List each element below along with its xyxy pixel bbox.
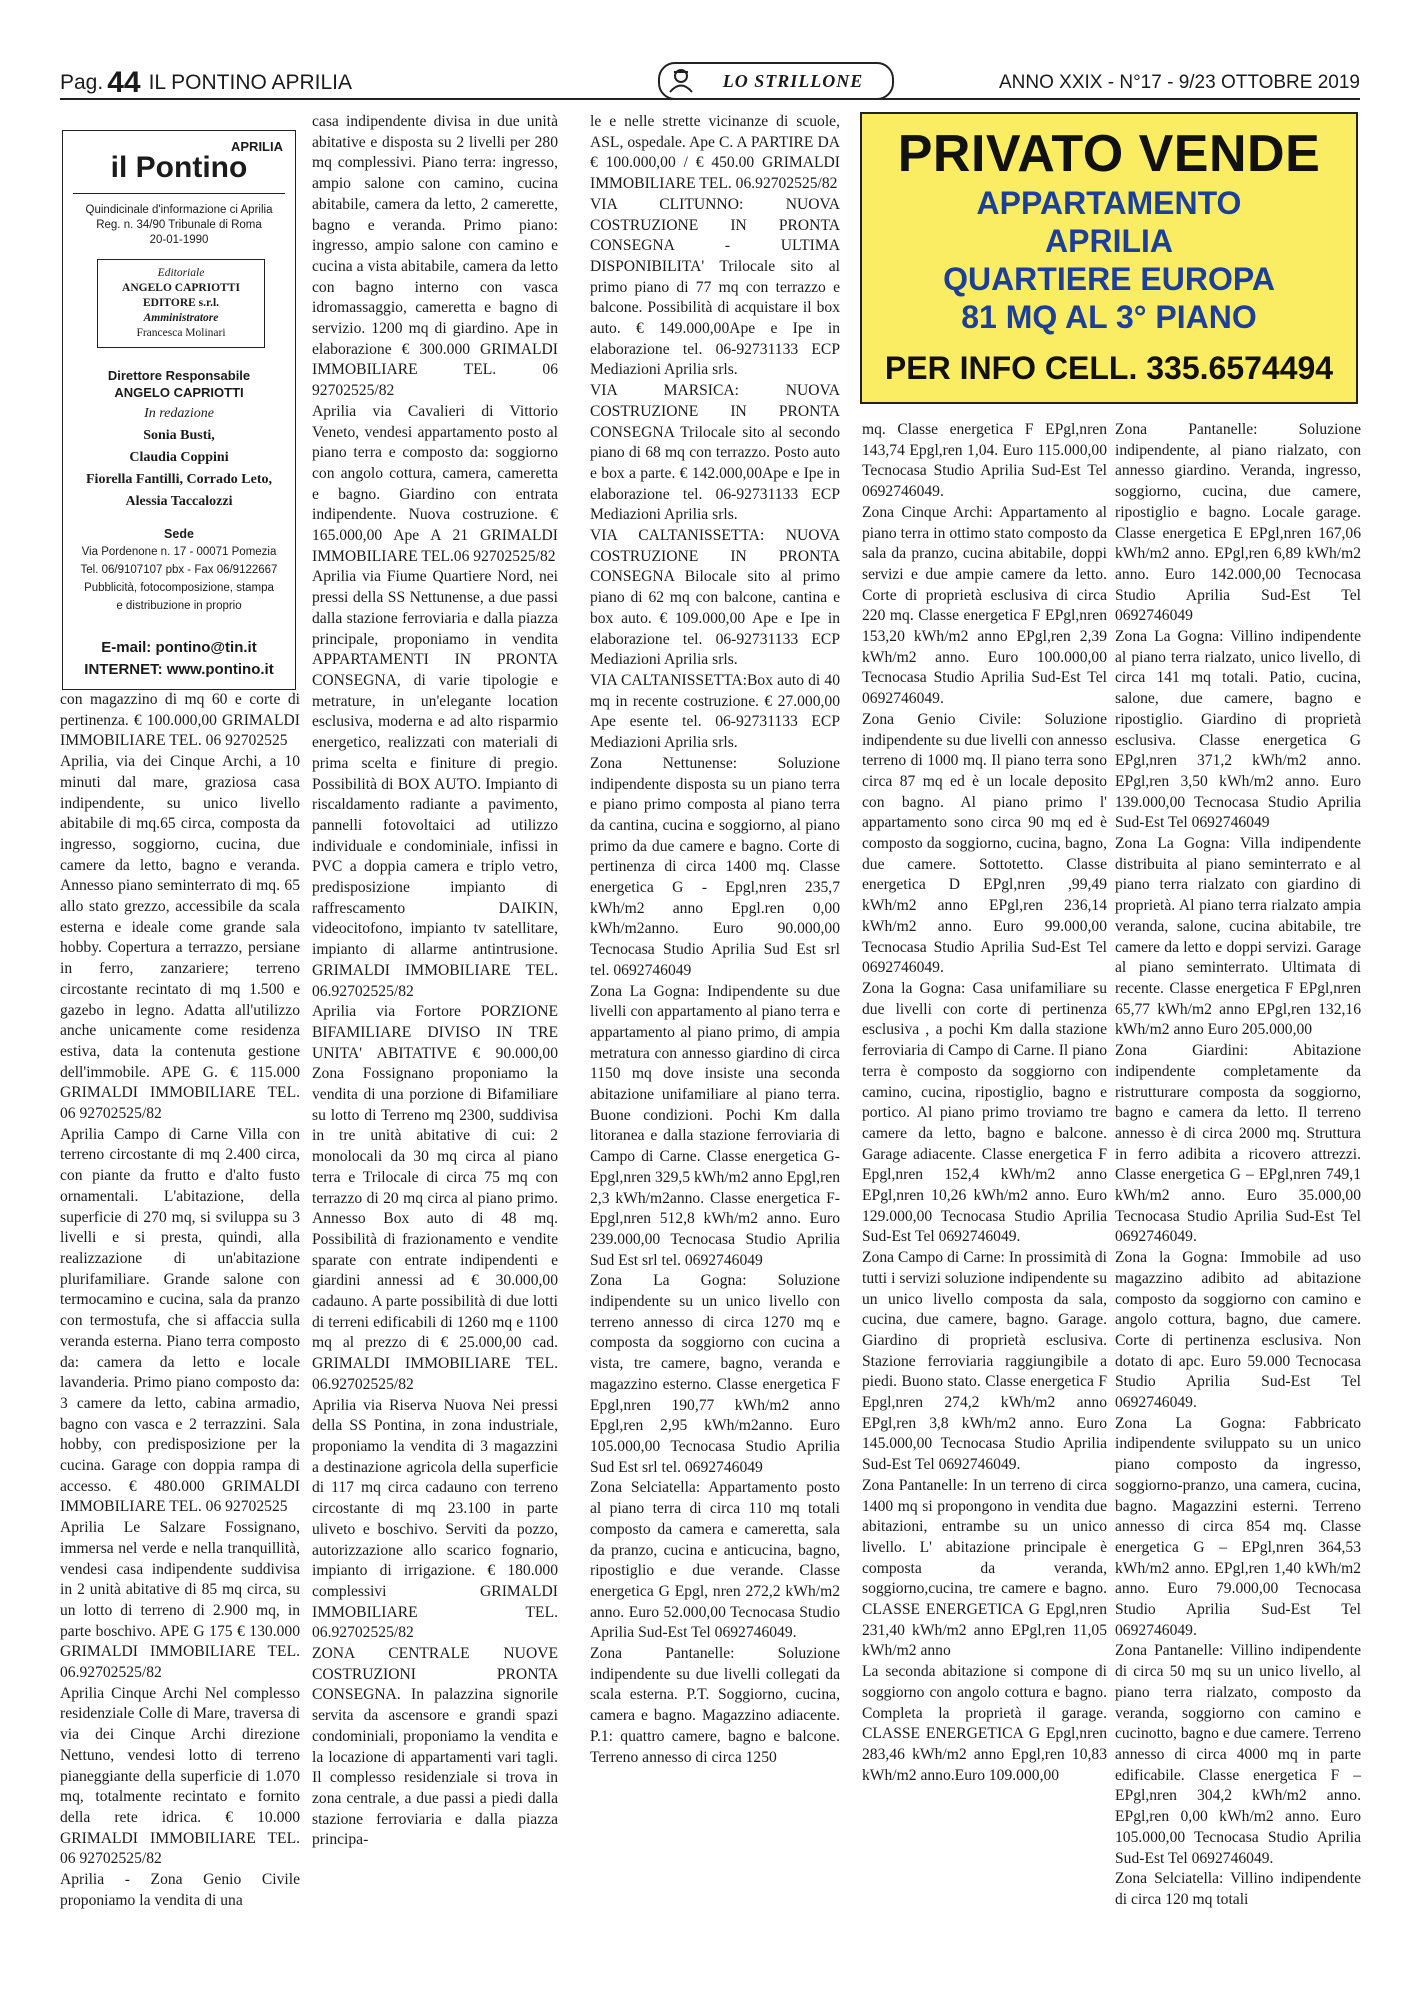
ad-details (862, 184, 1356, 336)
staff-1: Sonia Busti, (143, 428, 215, 443)
listing: Aprilia Le Salzare Fossignano, immersa nel verde e nella tranquillità, vendesi casa indipendente suddivisa in 2 unità abitative di 85 mq circa, su un lotto di terreno di 2.900 mq, in parte boschivo. APE G 175 € 130.000 GRIMALDI IMMOBILIARE TEL. 06.92702525/82 (60, 1519, 300, 1682)
listing: Zona La Gogna: Villa indipendente distribuita al piano seminterrato e al piano terra rialzato con giardino di proprietà. Al piano terra rialzato ampia veranda, salone, cucina abitabile, tre camere da letto e doppi servizi. Garage al piano seminterrato. Ultimata di recente. Classe energetica F EPgl,nren 65,77 kWh/m2 anno EPgl,ren 132,16 kWh/m2 anno Euro 205.000,00 (1115, 835, 1361, 1039)
private-sale-ad (860, 112, 1358, 404)
masthead-city: APRILIA (231, 139, 283, 154)
strillone-logo (658, 62, 894, 100)
listing: VIA CALTANISSETTA: NUOVA COSTRUZIONE IN PRONTA CONSEGNA Bilocale sito al primo piano di 62 mq con balcone, cantina e box auto. € 109.000,00 Ape e Ipe in elaborazione tel. 06-92731133 ECP Mediazioni Aprilia srls. (590, 527, 840, 669)
director-block (63, 367, 295, 401)
email: E-mail: pontino@tin.it (101, 639, 257, 656)
listing: Zona Pantanelle: Soluzione indipendente, al piano rialzato, con annesso giardino. Veranda, ingresso, soggiorno, cucina, due camere, ripostiglio e bagno. Locale garage. Classe energetica E EPgl,nren 167,06 kWh/m2 anno. EPgl,ren 6,89 kWh/m2 anno. Euro 142.000,00 Tecnocasa Studio Aprilia Sud-Est Tel 0692746049 (1115, 421, 1361, 625)
listing: VIA CLITUNNO: NUOVA COSTRUZIONE IN PRONTA CONSEGNA - ULTIMA DISPONIBILITA' Trilocale sito al primo piano di 77 mq con terrazzo e balcone. Possibilità di acquistare il box auto. € 149.000,00Ape e Ipe in elaborazione tel. 06-92731133 ECP Mediazioni Aprilia srls. (590, 195, 840, 379)
listing: VIA CALTANISSETTA:Box auto di 40 mq in recente costruzione. € 27.000,00 Ape esente tel. 06-92731133 ECP Mediazioni Aprilia srls. (590, 671, 840, 752)
director-label: Direttore Responsabile (107, 368, 251, 383)
masthead-desc-2: Reg. n. 34/90 Tribunale di Roma (96, 219, 262, 231)
listing: casa indipendente divisa in due unità abitative e disposta su 2 livelli per 280 mq complessivi. Piano terra: ingresso, ampio salone con camino, cucina abitabile, camera da letto, 2 camerette, bagno e veranda. Primo piano: ingresso, ampio salone con camino e cucina a vista abitabile, camera da letto con bagno interno con vasca idromassaggio, cameretta e bagno di servizio. 1200 mq di giardino. Ape in elaborazione € 300.000 GRIMALDI IMMOBILIARE TEL. 06 92702525/82 (312, 113, 558, 400)
sede-label: Sede (164, 527, 194, 541)
masthead-desc-1: Quindicinale d'informazione ci Aprilia (85, 204, 273, 216)
ad-line-apartment: APPARTAMENTO (976, 185, 1242, 221)
page-label: Pag. (60, 71, 104, 94)
listing: Zona Selciatella: Appartamento posto al piano terra di circa 110 mq totali composto da camera e cameretta, sala da pranzo, cucina e anticucina, bagno, ripostiglio e due verande. Classe energetica G Epgl, nren 272,2 kWh/m2 anno. Euro 52.000,00 Tecnocasa Studio Aprilia Sud-Est Tel 0692746049. (590, 1479, 840, 1642)
services-1: Pubblicità, fotocomposizione, stampa (84, 582, 274, 594)
ad-headline: PRIVATO VENDE (897, 125, 1321, 183)
listing: Zona la Gogna: Casa unifamiliare su due livelli con corte di pertinenza esclusiva , a pochi Km dalla stazione ferroviaria di Campo di Carne. Il piano terra è composto da soggiorno con camino, cucina, ripostiglio, bagno e portico. Al piano primo troviamo tre camere da letto, bagno e balcone. Garage adiacente. Classe energetica F Epgl,nren 152,4 kWh/m2 anno EPgl,nren 10,26 kWh/m2 anno. Euro 129.000,00 Tecnocasa Studio Aprilia Sud-Est Tel 0692746049. (862, 979, 1107, 1246)
publisher-box (97, 259, 265, 348)
director-name: ANGELO CAPRIOTTI (114, 385, 244, 400)
services-2: e distribuzione in proprio (116, 600, 242, 612)
sede-block (63, 525, 295, 615)
listing: Aprilia via Fiume Quartiere Nord, nei pressi della SS Nettunense, a due passi dalla stazione ferroviaria e dalla piazza principale, proponiamo in vendita APPARTAMENTI IN PRONTA CONSEGNA, di varie tipologie e metrature, in un'elegante location esclusiva, moderna e ad alto risparmio energetico, realizzati con materiali di prima scelta e finiture di pregio. Possibilità di BOX AUTO. Impianto di riscaldamento radiante a pavimento, pannelli fotovoltaici ad utilizzo individuale e condominiale, infissi in PVC a doppia camera e triplo vetro, predisposizione impianto di raffrescamento DAIKIN, videocitofono, impianto tv satellitare, impianto di allarme antintrusione. GRIMALDI IMMOBILIARE TEL. 06.92702525/82 (312, 568, 558, 1000)
staff-2: Claudia Coppini (129, 450, 229, 465)
listing: mq. Classe energetica F EPgl,nren 143,74 Epgl,ren 1,04. Euro 115.000,00 Tecnocasa Studio Aprilia Sud-Est Tel 0692746049. (862, 421, 1107, 501)
listing: Aprilia, via dei Cinque Archi, a 10 minuti dal mare, graziosa casa indipendente, su unico livello abitabile di mq.65 circa, composta da ingresso, soggiorno, cucina, due camere da letto, bagno e veranda. Annesso piano seminterrato di mq. 65 allo stato grezzo, accessibile da scala esterna e ideale come grande sala hobby. Copertura a terrazzo, persiane in ferro, zanzariere; terreno circostante recintato di mq 1.500 e gazebo in legno. Adatta all'utilizzo anche unicamente come residenza estiva, data la contenuta gestione dell'immobile. APE G. € 115.000 GRIMALDI IMMOBILIARE TEL. 06 92702525/82 (60, 753, 300, 1123)
staff-3: Fiorella Fantilli, Corrado Leto, (86, 472, 272, 487)
masthead-title: il Pontino (110, 151, 248, 184)
listing: Aprilia via Cavalieri di Vittorio Veneto, vendesi appartamento posto al piano terra e composto da: soggiorno con angolo cottura, camera, cameretta e bagno. Giardino con entrata indipendente. Nuova costruzione. € 165.000,00 Ape A 21 GRIMALDI IMMOBILIARE TEL.06 92702525/82 (312, 402, 558, 565)
ad-line-quarter: QUARTIERE EUROPA (943, 261, 1275, 297)
listing: Zona Pantanelle: Villino indipendente di circa 50 mq su un unico livello, al piano terra rialzato, composto da veranda, soggiorno con camino e cucinotto, bagno e due camere. Terreno annesso di circa 4000 mq in parte edificabile. Classe energetica F – EPgl,nren 304,2 kWh/m2 anno. EPgl,ren 0,00 kWh/m2 anno. Euro 105.000,00 Tecnocasa Studio Aprilia Sud-Est Tel 0692746049. (1115, 1642, 1361, 1867)
column-3 (590, 112, 840, 1768)
masthead-desc-3: 20-01-1990 (149, 234, 209, 246)
ad-line-city: APRILIA (1045, 223, 1173, 259)
masthead-description (63, 203, 295, 248)
address: Via Pordenone n. 17 - 00071 Pomezia (81, 546, 277, 558)
listing: le e nelle strette vicinanze di scuole, ASL, ospedale. Ape C. A PARTIRE DA € 100.000,00 / € 450.00 GRIMALDI IMMOBILIARE TEL. 06.92702525/82 (590, 113, 840, 193)
listing: Zona La Gogna: Soluzione indipendente su un unico livello con terreno annesso di circa 1270 mq e composta da soggiorno con cucina a vista, tre camere, bagno, veranda e magazzino esterno. Classe energetica F Epgl,nren 190,77 kWh/m2 anno Epgl,ren 2,95 kWh/m2anno. Euro 105.000,00 Tecnocasa Studio Aprilia Sud Est srl tel. 0692746049 (590, 1272, 840, 1476)
phone: Tel. 06/9107107 pbx - Fax 06/9122667 (80, 564, 278, 576)
page-number: 44 (107, 66, 141, 99)
listing: Zona Nettunense: Soluzione indipendente disposta su un piano terra e piano primo composta al piano terra da cantina, cucina e soggiorno, al piano primo da due camere e bagno. Corte di pertinenza di circa 1400 mq. Classe energetica G - Epgl,nren 235,7 kWh/m2 anno Epgl.ren 0,00 kWh/m2anno. Euro 90.000,00 Tecnocasa Studio Aprilia Sud Est srl tel. 0692746049 (590, 754, 840, 979)
listing: Zona la Gogna: Immobile ad uso magazzino adibito ad abitazione composto da soggiorno con camino e angolo cottura, bagno, due camere. Corte di pertinenza esclusiva. Non dotato di apc. Euro 59.000 Tecnocasa Studio Aprilia Sud-Est Tel 0692746049. (1115, 1249, 1361, 1412)
website: INTERNET: www.pontino.it (84, 661, 274, 678)
column-5 (1115, 420, 1361, 1911)
header-left (60, 66, 352, 100)
ad-line-size: 81 MQ AL 3° PIANO (961, 299, 1257, 335)
listing: Zona Pantanelle: Soluzione indipendente su due livelli collegati da scala esterna. P.T. Soggiorno, cucina, camera e bagno. Magazzino adiacente. P.1: quattro camere, bagno e balcone. Terreno annesso di circa 1250 (590, 1645, 840, 1766)
listing: Aprilia Cinque Archi Nel complesso residenziale Colle di Mare, traversa di via dei Cinque Archi direzione Nettuno, vendesi lotto di terreno pianeggiante della superficie di 1.070 mq, totalmente recintato e fornito della rete idrica. € 10.000 GRIMALDI IMMOBILIARE TEL. 06 92702525/82 (60, 1684, 300, 1868)
column-4 (862, 420, 1107, 1786)
listing: Zona Giardini: Abitazione indipendente completamente da ristrutturare composta da soggiorno, bagno e camera da letto. Il terreno annesso è di circa 2000 mq. Struttura in ferro adibita a ricovero attrezzi. Classe energetica G – EPgl,nren 749,1 kWh/m2 anno. Euro 35.000,00 Tecnocasa Studio Aprilia Sud-Est Tel 0692746049. (1115, 1042, 1361, 1246)
listing: Zona La Gogna: Villino indipendente al piano terra rialzato, unico livello, di circa 141 mq totali. Patio, cucina, salone, due camere, bagno e ripostiglio. Giardino di proprietà esclusiva. Classe energetica G EPgl,nren 371,2 kWh/m2 anno. EPgl,ren 3,50 kWh/m2 anno. Euro 139.000,00 Tecnocasa Studio Aprilia Sud-Est Tel 0692746049 (1115, 628, 1361, 832)
listing: VIA MARSICA: NUOVA COSTRUZIONE IN PRONTA CONSEGNA Trilocale sito al secondo piano di 68 mq con terrazzo. Posto auto e box a parte. € 142.000,00Ape e Ipe in elaborazione tel. 06-92731133 ECP Mediazioni Aprilia srls. (590, 382, 840, 524)
ad-contact: PER INFO CELL. 335.6574494 (884, 350, 1334, 386)
listing: Zona Selciatella: Villino indipendente di circa 120 mq totali (1115, 1870, 1361, 1908)
redazione-block (63, 403, 295, 513)
masthead-box (62, 130, 296, 690)
listing: Zona Campo di Carne: In prossimità di tutti i servizi soluzione indipendente su un unico livello composta da sala, cucina, due camere, bagno. Garage. Giardino di proprietà esclusiva. Stazione ferroviaria raggiungibile a piedi. Buono stato. Classe energetica F Epgl,nren 274,2 kWh/m2 anno EPgl,ren 3,8 kWh/m2 anno. Euro 145.000,00 Tecnocasa Studio Aprilia Sud-Est Tel 0692746049. (862, 1249, 1107, 1474)
redazione-label: In redazione (144, 406, 214, 421)
column-2 (312, 112, 558, 1851)
listing: Aprilia - Zona Genio Civile proponiamo la vendita di una (60, 1871, 300, 1909)
listing: Zona Cinque Archi: Appartamento al piano terra in ottimo stato composto da sala da pranzo, cucina abitabile, doppi servizi e due ampie camere da letto. Corte di proprietà esclusiva di circa 220 mq. Classe energetica F EPgl,nren 153,20 kWh/m2 anno EPgl,ren 2,39 kWh/m2 anno. Euro 100.000,00 Tecnocasa Studio Aprilia Sud-Est Tel 0692746049. (862, 503, 1107, 708)
header-rule (60, 98, 1360, 100)
logo-text: LO STRILLONE (722, 70, 864, 91)
listing: Zona Pantanelle: In un terreno di circa 1400 mq si propongono in vendita due abitazioni, entrambe su un unico livello. L' abitazione principale è composta da veranda, soggiorno,cucina, tre camere e bagno. CLASSE ENERGETICA G Epgl,nren 231,40 kWh/m2 anno EPgl,ren 11,05 kWh/m2 anno (862, 1476, 1107, 1660)
masthead-divider (73, 193, 285, 194)
issue-info: ANNO XXIX - N°17 - 9/23 OTTOBRE 2019 (999, 72, 1360, 93)
newspaper-name: IL PONTINO APRILIA (148, 71, 353, 94)
listing: Aprilia Campo di Carne Villa con terreno circostante di mq 2.400 circa, con piante da frutto e d'alto fusto ornamentali. L'abitazione, della superficie di 270 mq, si sviluppa su 3 livelli e si presta, quindi, alla realizzazione di un'abitazione plurifamiliare. Grande salone con termocamino e cucina, sala da pranzo con termostufa, che si affaccia sulla veranda esterna. Piano terra composto da: camera da letto e locale lavanderia. Primo piano composto da: 3 camere da letto, cabina armadio, bagno con vasca e 2 terrazzini. Sala hobby, con predisposizione per la cucina. Garage con doppia rampa di accesso. € 480.000 GRIMALDI IMMOBILIARE TEL. 06 92702525 (60, 1125, 300, 1516)
staff-4: Alessia Taccalozzi (125, 494, 233, 509)
editorial-label: Editoriale (157, 267, 205, 279)
contact-block (63, 637, 295, 681)
newsboy-icon (666, 67, 696, 93)
listing: Aprilia via Fortore PORZIONE BIFAMILIARE DIVISO IN TRE UNITA' ABITATIVE € 90.000,00 Zona Fossignano proponiamo la vendita di una porzione di Bifamiliare su lotto di Terreno mq 2300, suddivisa in tre unità abitative di cui: 2 monolocali da 30 mq circa al piano terra e Trilocale di circa 75 mq con terrazzo di 20 mq circa al piano primo. Annesso Box auto di 48 mq. Possibilità di frazionamento e vendite sparate con entrate indipendenti e giardini annessi ad € 30.000,00 cadauno. A parte possibilità di due lotti di terreni edificabili di 1260 mq e 1100 mq al prezzo di € 25.000,00 cad. GRIMALDI IMMOBILIARE TEL. 06.92702525/82 (312, 1003, 558, 1393)
listing: Zona La Gogna: Fabbricato indipendente sviluppato su un unico piano composto da ingresso, soggiorno-pranzo, una camera, cucina, bagno. Magazzini esterni. Terreno annesso di circa 854 mq. Classe energetica G – EPgl,nren 364,53 kWh/m2 anno. EPgl,ren 1,40 kWh/m2 anno. Euro 79.000,00 Tecnocasa Studio Aprilia Sud-Est Tel 0692746049. (1115, 1414, 1361, 1639)
admin-label: Amministratore (143, 312, 219, 324)
page-header (60, 62, 1360, 98)
admin-name: Francesca Molinari (136, 327, 226, 339)
column-1 (60, 690, 300, 1911)
listing: Zona La Gogna: Indipendente su due livelli con appartamento al piano terra e appartamento al piano primo, di ampia metratura con annesso giardino di circa 1150 mq dove insiste una seconda abitazione unifamiliare al piano terra. Buone condizioni. Pochi Km dalla litoranea e dalla stazione ferroviaria di Campo di Carne. Classe energetica G- Epgl,nren 329,5 kWh/m2 anno Epgl,ren 2,3 kWh/m2anno. Classe energetica F- Epgl,nren 512,8 kWh/m2 anno. Euro 239.000,00 Tecnocasa Studio Aprilia Sud Est srl tel. 0692746049 (590, 982, 840, 1269)
listing: Zona Genio Civile: Soluzione indipendente su due livelli con annesso terreno di 1000 mq. Il piano terra sono circa 87 mq ed è un locale deposito con bagno. Al piano primo l' appartamento sono circa 90 mq ed è composto da soggiorno, cucina, bagno, due camere. Sottotetto. Classe energetica D EPgl,nren ,99,49 kWh/m2 anno EPgl,ren 236,14 kWh/m2 anno. Euro 99.000,00 Tecnocasa Studio Aprilia Sud-Est Tel 0692746049. (862, 710, 1107, 977)
listing: Aprilia via Riserva Nuova Nei pressi della SS Pontina, in zona industriale, proponiamo la vendita di 3 magazzini a destinazione agricola della superficie di 117 mq circa cadauno con terreno circostante di mq 23.100 in parte uliveto e boschivo. Serviti da pozzo, autorizzazione allo scarico fognario, impianto di irrigazione. € 180.000 complessivi GRIMALDI IMMOBILIARE TEL. 06.92702525/82 (312, 1396, 558, 1642)
publisher-name: ANGELO CAPRIOTTI EDITORE s.r.l. (122, 282, 240, 309)
listing: ZONA CENTRALE NUOVE COSTRUZIONI PRONTA CONSEGNA. In palazzina signorile servita da ascensore e grandi spazi condominiali, proponiamo la vendita e la locazione di appartamenti vari tagli. Il complesso residenziale si trova in zona centrale, a due passi a piedi dalla stazione ferroviaria e dalla piazza principa- (312, 1645, 558, 1849)
listing: La seconda abitazione si compone di soggiorno con angolo cottura e bagno. Completa la proprietà il garage. CLASSE ENERGETICA G Epgl,nren 283,46 kWh/m2 anno Epgl,ren 10,83 kWh/m2 anno.Euro 109.000,00 (862, 1663, 1107, 1784)
listing: con magazzino di mq 60 e corte di pertinenza. € 100.000,00 GRIMALDI IMMOBILIARE TEL. 06 92702525 (60, 691, 300, 750)
